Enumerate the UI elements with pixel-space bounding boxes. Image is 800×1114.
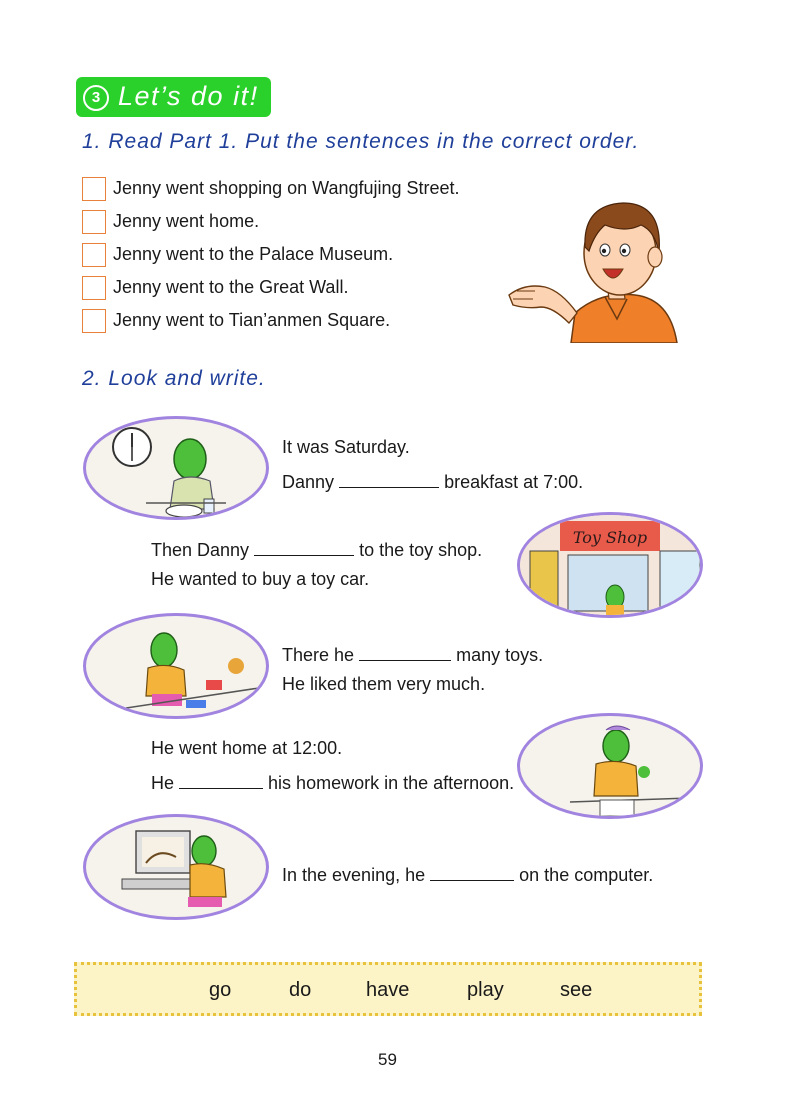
scene5-text-before: In the evening, he bbox=[282, 865, 426, 885]
scene4-text-before: He bbox=[151, 773, 175, 793]
word-bank-item: go bbox=[209, 979, 232, 1001]
order-checkbox[interactable] bbox=[82, 309, 106, 333]
toy-shop-scene bbox=[517, 512, 703, 618]
scene3-text-before: There he bbox=[282, 645, 355, 665]
homework-scene bbox=[517, 713, 703, 819]
answer-blank[interactable] bbox=[254, 537, 354, 556]
scene3-line2: He liked them very much. bbox=[282, 674, 486, 694]
answer-blank[interactable] bbox=[339, 469, 439, 488]
scene5-line1 bbox=[282, 862, 653, 886]
scene2-line2: He wanted to buy a toy car. bbox=[151, 569, 370, 589]
scene2-line1 bbox=[151, 537, 482, 561]
part1-heading: 1. Read Part 1. Put the sentences in the correct order. bbox=[82, 130, 640, 153]
section-badge bbox=[76, 77, 271, 117]
order-checkbox[interactable] bbox=[82, 243, 106, 267]
scene1-text-before: Danny bbox=[282, 472, 335, 492]
answer-blank[interactable] bbox=[430, 862, 514, 881]
answer-blank[interactable] bbox=[359, 642, 451, 661]
word-bank bbox=[74, 962, 702, 1016]
word-bank-item: see bbox=[560, 979, 593, 1001]
scene4-text-after: his homework in the afternoon. bbox=[268, 773, 515, 793]
scene1-text-after: breakfast at 7:00. bbox=[444, 472, 584, 492]
word-bank-item: do bbox=[289, 979, 312, 1001]
order-sentence: Jenny went to the Palace Museum. bbox=[113, 244, 394, 264]
order-checkbox[interactable] bbox=[82, 276, 106, 300]
order-checkbox[interactable] bbox=[82, 177, 106, 201]
scene3-text-after: many toys. bbox=[456, 645, 544, 665]
shop-sign-text: Toy Shop bbox=[572, 528, 648, 547]
scene3-line1 bbox=[282, 642, 543, 666]
order-sentence: Jenny went to the Great Wall. bbox=[113, 277, 349, 297]
answer-blank[interactable] bbox=[179, 770, 263, 789]
order-sentence: Jenny went to Tian’anmen Square. bbox=[113, 310, 391, 330]
section-title: Let’s do it! bbox=[118, 81, 259, 111]
scene4-line2 bbox=[151, 770, 514, 794]
computer-scene bbox=[83, 814, 269, 920]
order-sentence: Jenny went home. bbox=[113, 211, 260, 231]
part2-heading: 2. Look and write. bbox=[82, 367, 266, 390]
scene2-text-after: to the toy shop. bbox=[359, 540, 483, 560]
order-checkbox[interactable] bbox=[82, 210, 106, 234]
scene4-line1: He went home at 12:00. bbox=[151, 738, 343, 758]
scene2-text-before: Then Danny bbox=[151, 540, 250, 560]
breakfast-scene bbox=[83, 416, 269, 520]
order-sentence: Jenny went shopping on Wangfujing Street. bbox=[113, 178, 460, 198]
boy-illustration bbox=[505, 195, 685, 343]
page-number: 59 bbox=[378, 1050, 397, 1069]
section-number: 3 bbox=[83, 85, 109, 111]
word-bank-item: play bbox=[467, 979, 504, 1001]
scene5-text-after: on the computer. bbox=[519, 865, 654, 885]
toys-scene bbox=[83, 613, 269, 719]
scene1-line1: It was Saturday. bbox=[282, 437, 410, 457]
word-bank-item: have bbox=[366, 979, 410, 1001]
scene1-line2 bbox=[282, 469, 583, 493]
